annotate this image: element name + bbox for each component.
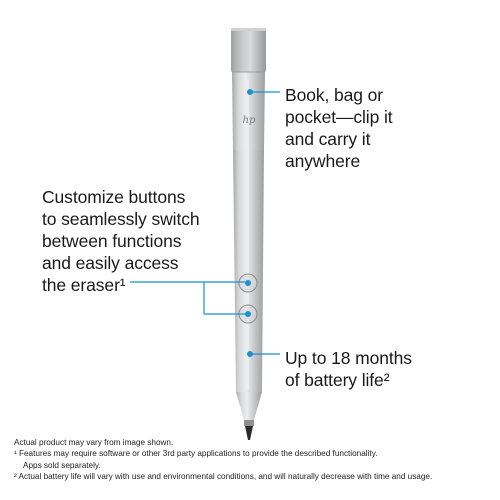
footnote-2: ² Actual battery life will vary with use and environmental conditions, and will naturally decrease with time and usage. (14, 472, 433, 482)
callout-buttons (42, 186, 200, 296)
callout-battery (285, 347, 412, 391)
pen-cap (231, 28, 266, 72)
callout-clip-line: pocket—clip it (285, 107, 393, 127)
callout-buttons-line: the eraser¹ (42, 275, 126, 295)
footnote-1-continued: Apps sold separately. (23, 460, 101, 470)
callout-buttons-line: between functions (42, 231, 182, 251)
callout-battery-line: Up to 18 months (285, 348, 412, 368)
callout-clip-line: and carry it (285, 129, 371, 149)
footnote-disclaimer: Actual product may vary from image shown. (14, 438, 174, 447)
footnote-1: ¹ Features may require software or other 3rd party applications to provide the described functionality. (14, 449, 378, 459)
callout-buttons-line: to seamlessly switch (42, 209, 200, 229)
callout-buttons-line: and easily access (42, 253, 179, 273)
callout-buttons-line: Customize buttons (42, 187, 186, 207)
callout-battery-line: of battery life² (285, 370, 390, 390)
callout-clip (285, 84, 393, 172)
footnotes (14, 437, 494, 483)
hp-logo (243, 115, 256, 126)
pen-tip-cone (236, 392, 262, 426)
battery-callout-leader (247, 351, 280, 357)
callout-clip-line: Book, bag or (285, 85, 384, 105)
svg-text:hp: hp (242, 115, 256, 126)
callout-clip-line: anywhere (285, 151, 361, 171)
